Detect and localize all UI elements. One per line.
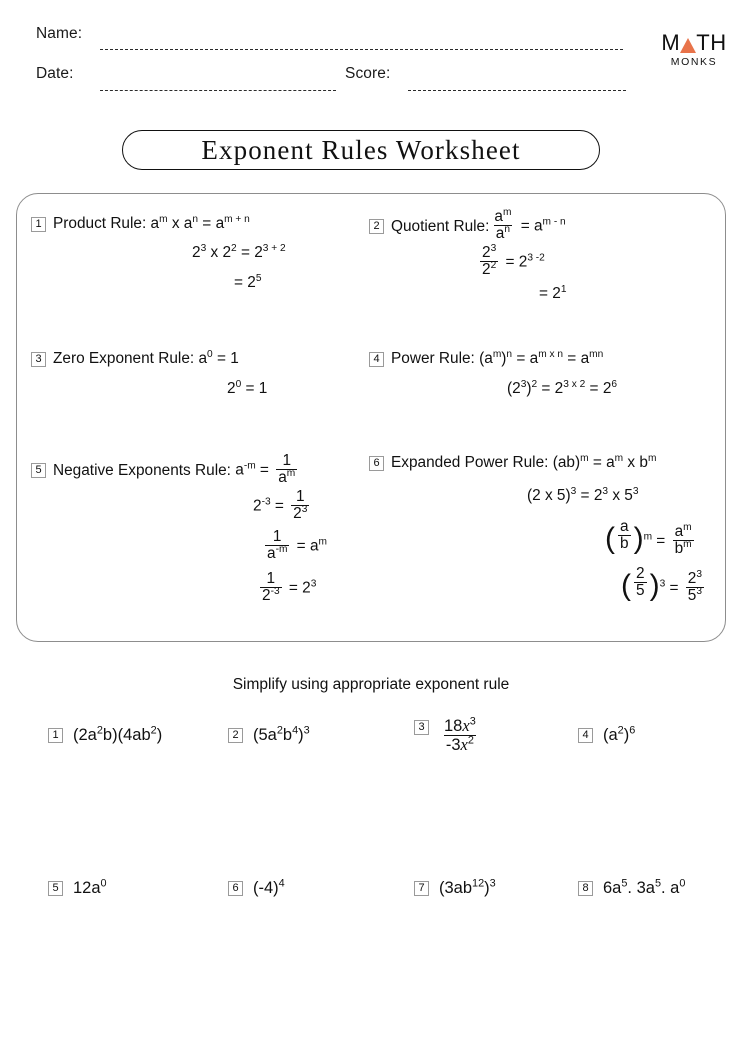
math-monks-logo: [659, 32, 729, 68]
rule-3-number: 3: [31, 352, 46, 367]
rule-6-formula: $(ab)^m = a^m$ x $b^m$: [548, 452, 657, 471]
worksheet-header: [0, 0, 742, 112]
problem-1-expression: $(2a^2b)(4ab^2)$: [73, 724, 163, 744]
rule-5-example-line-3: $\frac{1}{2^{-3}}$ = $2^3$: [262, 570, 317, 605]
rule-4-number: 4: [369, 352, 384, 367]
rule-1-example-line-2: = $2^5$: [234, 272, 262, 291]
rule-6-example-line-3: ( $\frac{2}{5}$ ) $^3$ = $\frac{2^3}{5^3}$: [621, 565, 702, 605]
rule-3-title: Zero Exponent Rule:: [53, 350, 195, 367]
page-title-pill: [122, 130, 600, 170]
rule-2-formula: $\frac{a^m}{a^n}$ = $a^{m - n}$: [494, 206, 566, 243]
problem-8-number: 8: [578, 881, 593, 896]
problem-7-number: 7: [414, 881, 429, 896]
instruction-text: Simplify using appropriate exponent rule: [232, 676, 510, 693]
problem-2-number: 2: [228, 728, 243, 743]
rule-1-title: Product Rule:: [53, 215, 147, 232]
rule-5-number: 5: [31, 463, 46, 478]
rule-6-example-line-1: (2 x $5)^3 = 2^3$ x $5^3$: [527, 485, 639, 504]
rule-4-power: [369, 350, 603, 368]
problem-3-expression: $\frac{18x^3}{-3x^2}$: [444, 715, 476, 755]
page-title: Exponent Rules Worksheet: [201, 134, 521, 165]
logo-subtext: MONKS: [670, 56, 718, 68]
rule-2-quotient: [369, 206, 566, 243]
rule-3-formula: $a^0 = 1$: [194, 348, 239, 367]
logo-letters-th: TH: [696, 30, 727, 55]
rule-1-product: [31, 215, 250, 233]
problem-2-expression: $(5a^2b^4)^3$: [253, 724, 310, 744]
rule-2-title: Quotient Rule:: [391, 217, 490, 235]
problem-8: [578, 879, 685, 898]
name-input-line[interactable]: [100, 49, 623, 50]
rule-5-title: Negative Exponents Rule:: [53, 461, 231, 479]
problem-7-expression: $(3ab^{12})^3$: [439, 877, 496, 897]
problem-5: [48, 879, 107, 898]
problem-3-number: 3: [414, 720, 429, 735]
problem-1: [48, 726, 162, 745]
problem-6: [228, 879, 285, 898]
rule-2-number: 2: [369, 219, 384, 234]
date-input-line[interactable]: [100, 90, 336, 91]
rule-6-expanded-power: [369, 454, 656, 472]
exponent-rules-box: [16, 193, 726, 642]
rule-6-example-line-2: ( $\frac{a}{b}$ ) $^m$ = $\frac{a^m}{b^m}$: [605, 518, 692, 558]
rule-6-title: Expanded Power Rule:: [391, 454, 549, 471]
problem-1-number: 1: [48, 728, 63, 743]
logo-letter-m: M: [661, 30, 681, 55]
problem-3: [414, 715, 481, 756]
rule-1-number: 1: [31, 217, 46, 232]
problem-4: [578, 726, 635, 745]
rule-6-number: 6: [369, 456, 384, 471]
rule-4-formula: $(a^m)^n = a^{m x n} = a^{mn}$: [474, 348, 604, 367]
problem-5-expression: $12a^0$: [73, 877, 107, 897]
problem-4-expression: $(a^2)^6$: [603, 724, 636, 744]
triangle-icon: [680, 38, 696, 53]
rule-5-example-line-1: $2^{-3}$ = $\frac{1}{2^3}$: [253, 488, 308, 523]
rule-4-title: Power Rule:: [391, 350, 475, 367]
name-label: Name:: [36, 25, 83, 42]
rule-2-example-line-2: = $2^1$: [539, 283, 567, 302]
rule-1-formula: $a^m$ x $a^n = a^{m + n}$: [146, 213, 250, 232]
date-label: Date:: [36, 65, 74, 82]
rule-4-example-line-1: $(2^3)^2 = 2^{3 x 2} = 2^6$: [507, 378, 618, 397]
problem-2: [228, 726, 310, 745]
problem-6-number: 6: [228, 881, 243, 896]
rule-3-example-line-1: $2^0 = 1$: [227, 378, 268, 397]
problem-4-number: 4: [578, 728, 593, 743]
score-input-line[interactable]: [408, 90, 626, 91]
rule-5-negative-exponents: [31, 454, 300, 487]
score-label: Score:: [345, 65, 391, 82]
rule-5-example-line-2: $\frac{1}{a^{-m}}$ = $a^m$: [267, 528, 327, 563]
problem-7: [414, 879, 496, 898]
rule-1-example-line-1: $2^3$ x $2^2 = 2^{3 + 2}$: [192, 242, 286, 261]
problem-5-number: 5: [48, 881, 63, 896]
problem-8-expression: $6a^5$. $3a^5$. $a^0$: [603, 877, 686, 897]
rule-2-example-line-1: $\frac{2^3}{2^2}$ = $2^{3 -2}$: [482, 242, 545, 279]
problem-6-expression: $(-4)^4$: [253, 877, 285, 897]
rule-5-formula: $a^{-m}$ = $\frac{1}{a^m}$: [230, 452, 296, 487]
rule-3-zero-exponent: [31, 350, 239, 368]
logo-wordmark: [659, 32, 729, 54]
